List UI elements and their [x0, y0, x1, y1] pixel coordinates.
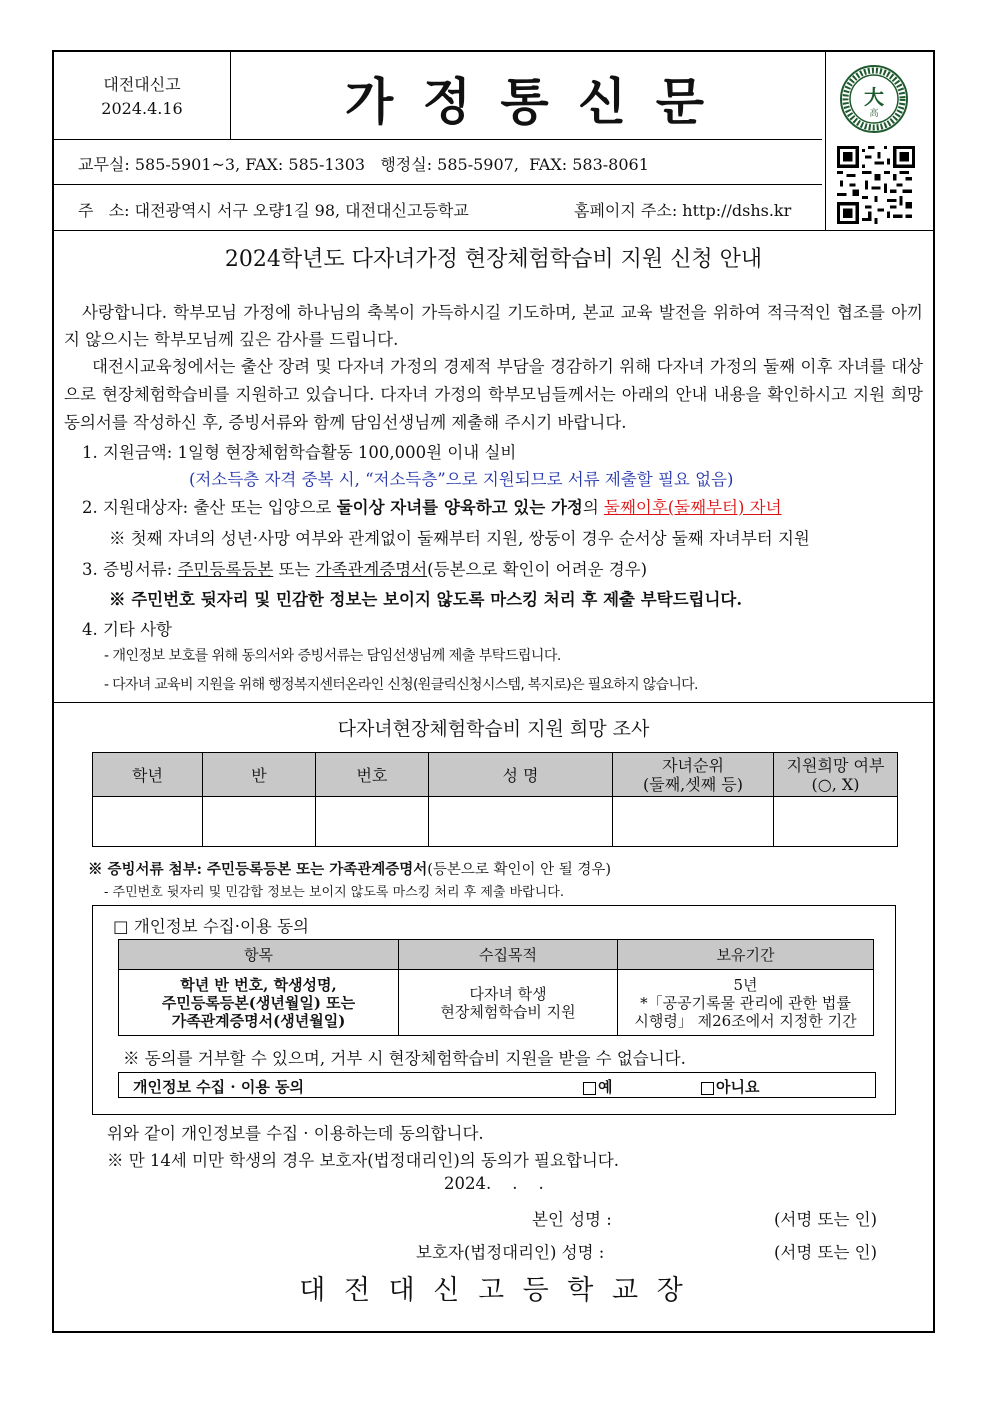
divider: [54, 139, 822, 140]
divider: [54, 230, 933, 231]
eligibility-mid: 의: [582, 498, 605, 517]
privacy-header-item: 항목: [119, 940, 399, 970]
consent-no-label: 아니요: [716, 1078, 760, 1096]
survey-title: 다자녀현장체험학습비 지원 희망 조사: [337, 718, 650, 740]
page-title: 가 정 통 신 문: [344, 73, 711, 131]
consent-yes-checkbox[interactable]: [583, 1082, 596, 1095]
item-eligibility-note: ※ 첫째 자녀의 성년·사망 여부와 관계없이 둘째부터 지원, 쌍둥이 경우 순서상 둘째 자녀부터 지원: [109, 529, 810, 548]
survey-header-grade: 학년: [93, 753, 203, 797]
survey-note-1-rest: (등본으로 확인이 안 될 경우): [427, 862, 612, 878]
survey-header-name: 성 명: [429, 753, 613, 797]
item-support-amount: 1. 지원금액: 1일형 현장체험학습활동 100,000원 이내 실비: [82, 443, 517, 462]
svg-text:大: 大: [864, 85, 884, 109]
item-support-amount-note: (저소득층 자격 중복 시, “저소득층”으로 지원되므로 서류 제출할 필요 없음): [189, 470, 734, 489]
item-documents: [82, 556, 647, 580]
documents-doc2: 가족관계증명서: [315, 560, 428, 579]
survey-note-1-bold: ※ 증빙서류 첨부: 주민등록등본 또는 가족관계증명서: [88, 861, 428, 878]
item-other: 4. 기타 사항: [82, 620, 172, 639]
survey-cell-number[interactable]: [316, 797, 429, 847]
item-other-b: - 다자녀 교육비 지원을 위해 행정복지센터온라인 신청(원클릭신청시스템, 복지로)은 필요하지 않습니다.: [104, 677, 698, 693]
notice-paragraph-1: 사랑합니다. 학부모님 가정에 하나님의 축복이 가득하시길 기도하며, 본교 교육 발전을 위하여 적극적인 협조를 아끼지 않으시는 학부모님께 깊은 감사를 드립니다.: [64, 303, 923, 349]
survey-header-number: 번호: [316, 753, 429, 797]
sign-date: 2024. . .: [444, 1174, 544, 1193]
divider: [825, 52, 826, 230]
survey-header-class: 반: [203, 753, 316, 797]
notice-paragraph-2: 대전시교육청에서는 출산 장려 및 다자녀 가정의 경제적 부담을 경감하기 위해 다자녀 가정의 둘째 이후 자녀를 대상으로 현장체험학습비를 지원하고 있습니다. 다자녀 가정의 학부모님들께서는 아래의 안내 내용을 확인하시고 지원 희망 동의서를 작성하신 후, 증빙서류와 함께 담임선생님께 제출해 주시기 바랍니다.: [64, 357, 923, 432]
privacy-period: 5년 *「공공기록물 관리에 관한 법률 시행령」 제26조에서 지정한 기간: [618, 970, 874, 1036]
divider: [54, 184, 822, 185]
survey-header-child-order: 자녀순위 (둘째,셋째 등): [613, 753, 774, 797]
notice-title: 2024학년도 다자녀가정 현장체험학습비 지원 신청 안내: [224, 247, 763, 272]
consent-yes-label: 예: [598, 1078, 613, 1096]
survey-note-2: - 주민번호 뒷자리 및 민감합 정보는 보이지 않도록 마스킹 처리 후 제출 바랍니다.: [104, 885, 564, 900]
survey-note-1: [88, 858, 611, 879]
survey-cell-wish[interactable]: [774, 797, 898, 847]
homepage[interactable]: 홈페이지 주소: http://dshs.kr: [574, 201, 792, 220]
documents-prefix: 3. 증빙서류:: [82, 560, 178, 579]
school-short-name: 대전대신고: [103, 75, 181, 94]
privacy-purpose: 다자녀 학생 현장체험학습비 지원: [399, 970, 618, 1036]
school-logo: [839, 64, 909, 134]
minor-consent-note: ※ 만 14세 미만 학생의 경우 보호자(법정대리인)의 동의가 필요합니다.: [107, 1151, 619, 1170]
contact-info: 교무실: 585-5901~3, FAX: 585-1303 행정실: 585-5907, FAX: 583-8061: [78, 155, 649, 174]
survey-cell-child-order[interactable]: [613, 797, 774, 847]
privacy-header-period: 보유기간: [618, 940, 874, 970]
privacy-table: [118, 939, 874, 1036]
item-documents-note: ※ 주민번호 뒷자리 및 민감한 정보는 보이지 않도록 마스킹 처리 후 제출 부탁드립니다.: [109, 590, 743, 609]
consent-yes-option[interactable]: [583, 1076, 613, 1097]
self-name-label: 본인 성명 :: [532, 1210, 612, 1229]
principal-title: 대 전 대 신 고 등 학 교 장: [299, 1275, 688, 1306]
documents-doc1: 주민등록등본: [177, 560, 274, 579]
survey-cell-name[interactable]: [429, 797, 613, 847]
eligibility-prefix: 2. 지원대상자: 출산 또는 입양으로: [82, 498, 337, 517]
privacy-header-purpose: 수집목적: [399, 940, 618, 970]
consent-label: 개인정보 수집 · 이용 동의: [133, 1078, 305, 1096]
documents-suffix: (등본으로 확인이 어려운 경우): [427, 560, 648, 579]
privacy-refuse-note: ※ 동의를 거부할 수 있으며, 거부 시 현장체험학습비 지원을 받을 수 없습니다.: [123, 1049, 686, 1068]
privacy-item: 학년 반 번호, 학생성명, 주민등록등본(생년월일) 또는 가족관계증명서(생년월일): [119, 970, 399, 1036]
privacy-consent-box: [92, 905, 896, 1115]
divider: [54, 702, 933, 703]
guardian-signature[interactable]: (서명 또는 인): [774, 1243, 878, 1262]
survey-cell-class[interactable]: [203, 797, 316, 847]
guardian-name-label: 보호자(법정대리인) 성명 :: [416, 1243, 605, 1262]
consent-no-option[interactable]: [701, 1076, 759, 1097]
svg-text:高: 高: [869, 109, 879, 119]
privacy-title: □ 개인정보 수집·이용 동의: [113, 917, 309, 936]
qr-code[interactable]: [837, 146, 915, 224]
self-signature[interactable]: (서명 또는 인): [774, 1210, 878, 1229]
item-other-a: - 개인정보 보호를 위해 동의서와 증빙서류는 담임선생님께 제출 부탁드립니다.: [104, 648, 561, 664]
survey-header-wish: 지원희망 여부 (○, X): [774, 753, 898, 797]
eligibility-target: 둘째이후(둘째부터) 자녀: [604, 498, 782, 517]
item-eligibility: [82, 494, 782, 518]
consent-row: [118, 1072, 876, 1098]
address: 주 소: 대전광역시 서구 오량1길 98, 대전대신고등학교: [78, 201, 469, 220]
documents-mid: 또는: [273, 560, 316, 579]
document-frame: [52, 50, 935, 1333]
survey-cell-grade[interactable]: [93, 797, 203, 847]
survey-table: [92, 752, 898, 847]
eligibility-bold: 둘이상 자녀를 양육하고 있는 가정: [336, 498, 583, 517]
consent-no-checkbox[interactable]: [701, 1082, 714, 1095]
issue-date: 2024.4.16: [101, 99, 183, 118]
agree-statement: 위와 같이 개인정보를 수집 · 이용하는데 동의합니다.: [107, 1124, 484, 1143]
